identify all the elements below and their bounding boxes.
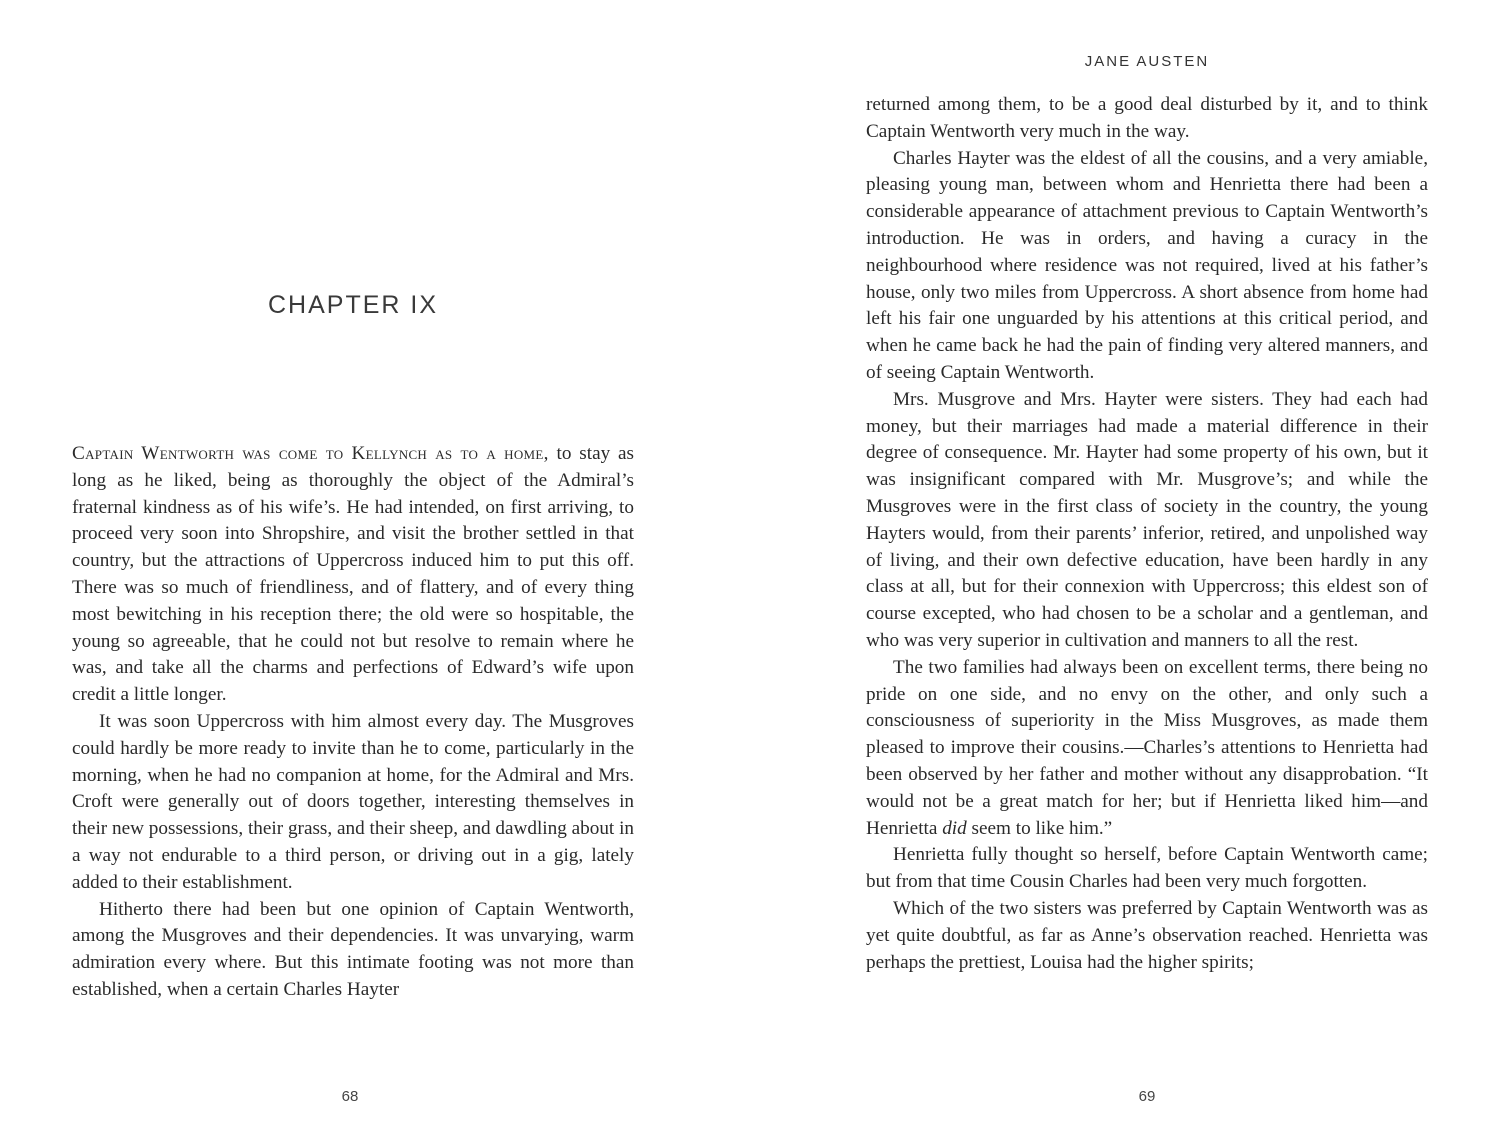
paragraph-text: The two families had always been on excellent terms, there being no pride on one side, and no envy on the other, and only such a consciousness of superiority in the Miss Musgroves, as made them pleased to improve their cousins.—Charles’s attentions to Henrietta had been observed by her father and mother without any disapprobation. “It would not be a great match for her; but if Henrietta liked him—and Henrietta <box>866 656 1428 839</box>
paragraph <box>72 441 634 709</box>
right-page <box>750 0 1500 1143</box>
paragraph: Mrs. Musgrove and Mrs. Hayter were sisters. They had each had money, but their marriages had made a material difference in their degree of consequence. Mr. Hayter had some property of his own, but it was insignificant compared with Mr. Musgrove’s; and while the Musgroves were in the first class of society in the country, the young Hayters would, from their parents’ inferior, retired, and unpolished way of living, and their own defective education, have been hardly in any class at all, but for their connexion with Uppercross; this eldest son of course excepted, who had chosen to be a scholar and a gentleman, and who was very superior in cultivation and manners to all the rest. <box>866 388 1428 651</box>
paragraph <box>866 655 1428 843</box>
chapter-title: CHAPTER IX <box>267 290 439 319</box>
paragraph-text-end: seem to like him.” <box>966 817 1113 839</box>
opening-smallcaps: Captain Wentworth was come to Kellynch as to a home, <box>72 443 549 464</box>
left-body-text <box>72 441 634 1004</box>
page-number: 68 <box>341 1088 359 1105</box>
paragraph: returned among them, to be a good deal disturbed by it, and to think Captain Wentworth very much in the way. <box>866 94 1428 142</box>
paragraph: It was soon Uppercross with him almost every day. The Musgroves could hardly be more ready to invite than he to come, particularly in the morning, when he had no companion at home, for the Admiral and Mrs. Croft were generally out of doors together, interesting themselves in their new possessions, their grass, and their sheep, and dawdling about in a way not endurable to a third person, or driving out in a gig, lately added to their establishment. <box>72 710 634 893</box>
italic-word: did <box>942 817 967 839</box>
running-head <box>750 53 1500 70</box>
paragraph: Charles Hayter was the eldest of all the cousins, and a very amiable, pleasing young man, between whom and Henrietta there had been a considerable appearance of attachment previous to Captain Wentworth’s introduction. He was in orders, and having a curacy in the neighbourhood where residence was not required, lived at his father’s house, only two miles from Uppercross. A short absence from home had left his fair one unguarded by his attentions at this critical period, and when he came back he had the pain of finding very altered manners, and of seeing Captain Wentworth. <box>866 147 1428 383</box>
paragraph: Hitherto there had been but one opinion of Captain Wentworth, among the Musgroves and their dependencies. It was unvarying, warm admiration every where. But this intimate footing was not more than established, when a certain Charles Hayter <box>72 898 634 1000</box>
right-body-text <box>866 92 1428 976</box>
paragraph: Henrietta fully thought so herself, before Captain Wentworth came; but from that time Cousin Charles had been very much forgotten. <box>866 844 1428 893</box>
paragraph-text: to stay as long as he liked, being as thoroughly the object of the Admiral’s fraternal kindness as of his wife’s. He had intended, on first arriving, to proceed very soon into Shropshire, and visit the brother settled in that country, but the attractions of Uppercross induced him to put this off. There was so much of friendliness, and of flattery, and of every thing most bewitching in his reception there; the old were so hospitable, the young so agreeable, that he could not but resolve to remain where he was, and take all the charms and perfections of Edward’s wife upon credit a little longer. <box>72 443 634 706</box>
paragraph: Which of the two sisters was preferred by Captain Wentworth was as yet quite doubtful, as far as Anne’s observation reached. Henrietta was perhaps the prettiest, Louisa had the higher spirits; <box>866 897 1428 973</box>
running-head-text: JANE AUSTEN <box>1084 53 1210 70</box>
page-number: 69 <box>1138 1088 1156 1105</box>
